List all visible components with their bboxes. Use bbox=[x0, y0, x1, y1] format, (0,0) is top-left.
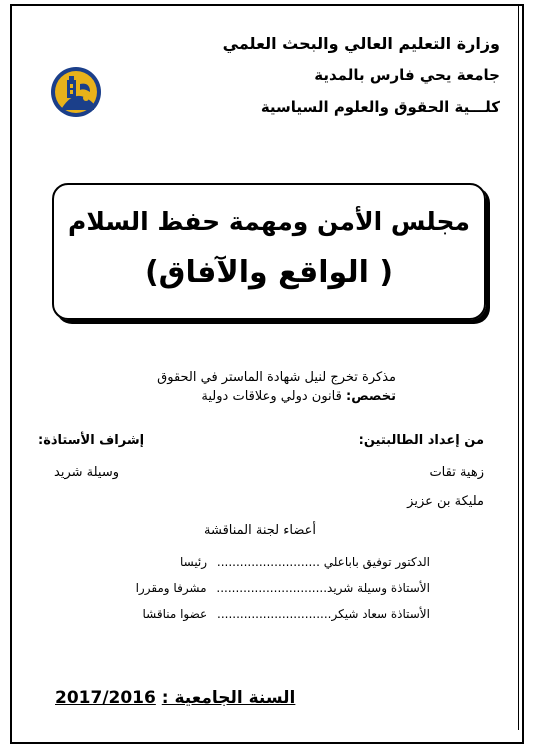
university-emblem-icon bbox=[50, 66, 102, 118]
specialty-label: تخصص: bbox=[346, 389, 396, 404]
thesis-description: مذكرة تخرج لنيل شهادة الماستر في الحقوق bbox=[157, 370, 396, 385]
specialty-value: قانون دولي وعلاقات دولية bbox=[201, 389, 342, 404]
student-name-2: مليكة بن عزيز bbox=[407, 494, 484, 509]
committee-member-3 bbox=[142, 607, 430, 621]
faculty-name: كلـــية الحقوق والعلوم السياسية bbox=[260, 98, 500, 116]
academic-year-value: 2017/2016 bbox=[55, 688, 156, 708]
students-label: من إعداد الطالبتين: bbox=[358, 433, 484, 448]
thesis-title: مجلس الأمن ومهمة حفظ السلام bbox=[68, 207, 470, 236]
specialty-line bbox=[201, 389, 396, 404]
academic-year-label: السنة الجامعية : bbox=[161, 688, 296, 708]
committee-member-name: الدكتور توفيق باباعلي ........................... bbox=[216, 555, 430, 569]
student-name-1: زهية تقات bbox=[429, 465, 484, 480]
title-box bbox=[52, 183, 486, 320]
ministry-name: وزارة التعليم العالي والبحث العلمي bbox=[222, 34, 500, 53]
committee-member-2 bbox=[136, 581, 430, 595]
university-name: جامعة يحي فارس بالمدية bbox=[314, 66, 500, 84]
committee-member-role: رئيسا bbox=[179, 555, 208, 569]
committee-member-role: عضوا مناقشا bbox=[142, 607, 208, 621]
page-divider bbox=[518, 4, 519, 730]
committee-member-role: مشرفا ومقررا bbox=[135, 581, 207, 595]
committee-label: أعضاء لجنة المناقشة bbox=[204, 523, 316, 538]
supervisor-name: وسيلة شريد bbox=[54, 465, 120, 480]
thesis-subtitle: ( الواقع والآفاق) bbox=[144, 255, 394, 290]
supervisor-label: إشراف الأستاذة: bbox=[38, 433, 145, 448]
academic-year bbox=[55, 688, 295, 708]
committee-member-name: الأستاذة سعاد شيكر.............................. bbox=[217, 607, 430, 621]
committee-member-name: الأستاذة وسيلة شريد............................. bbox=[216, 581, 430, 595]
committee-member-1 bbox=[180, 555, 430, 569]
